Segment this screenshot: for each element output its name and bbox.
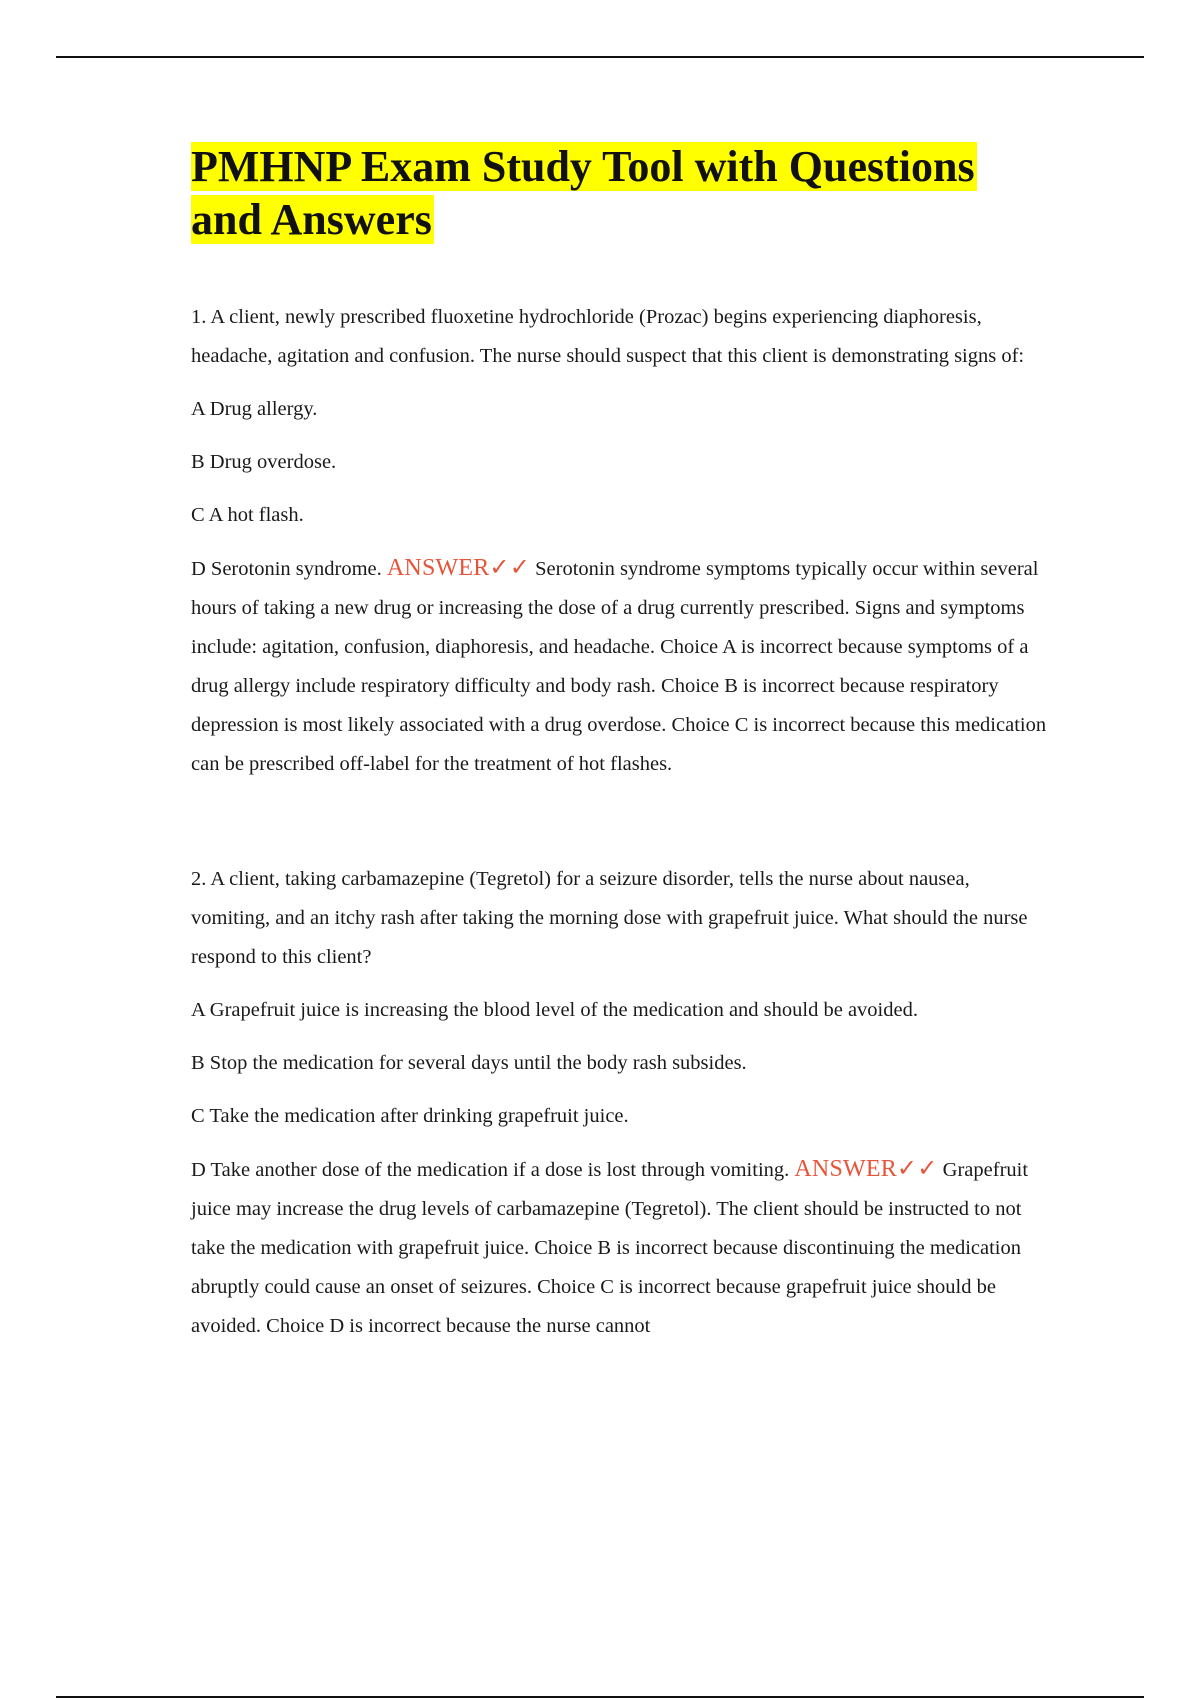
answer-paragraph <box>191 1150 1053 1346</box>
question-1 <box>191 298 1053 784</box>
answer-tag: ANSWER✓✓ <box>386 555 531 581</box>
question-stem: 2. A client, taking carbamazepine (Tegretol) for a seizure disorder, tells the nurse about nausea, vomiting, and an itchy rash after taking the morning dose with grapefruit juice. What should the nurse respond to this client? <box>191 868 1028 968</box>
option-c: C Take the medication after drinking grapefruit juice. <box>191 1105 629 1127</box>
option-a: A Drug allergy. <box>191 398 318 420</box>
option-b: B Stop the medication for several days until the body rash subsides. <box>191 1052 747 1074</box>
question-2 <box>191 860 1053 1346</box>
answer-explanation: Serotonin syndrome symptoms typically occur within several hours of taking a new drug or increasing the dose of a drug currently prescribed. Signs and symptoms include: agitation, confusion, diaphoresis, and headache. Choice A is incorrect because symptoms of a drug allergy include respiratory difficulty and body rash. Choice B is incorrect because respiratory depression is most likely associated with a drug overdose. Choice C is incorrect because this medication can be prescribed off-label for the treatment of hot flashes. <box>191 558 1047 775</box>
option-c: C A hot flash. <box>191 504 304 526</box>
question-stem: 1. A client, newly prescribed fluoxetine hydrochloride (Prozac) begins experiencing diaphoresis, headache, agitation and confusion. The nurse should suspect that this client is demonstrating signs of: <box>191 306 1025 367</box>
answer-paragraph <box>191 549 1053 784</box>
answer-explanation: Grapefruit juice may increase the drug levels of carbamazepine (Tegretol). The client should be instructed to not take the medication with grapefruit juice. Choice B is incorrect because discontinuing the medication abruptly could cause an onset of seizures. Choice C is incorrect because grapefruit juice should be avoided. Choice D is incorrect because the nurse cannot <box>191 1159 1029 1337</box>
bottom-rule <box>56 1696 1144 1698</box>
document-title <box>191 140 1053 246</box>
title-highlight: PMHNP Exam Study Tool with Questions and Answers <box>191 142 975 244</box>
top-rule <box>56 56 1144 58</box>
option-a: A Grapefruit juice is increasing the blood level of the medication and should be avoided. <box>191 999 918 1021</box>
document-page <box>191 140 1053 1346</box>
option-b: B Drug overdose. <box>191 451 337 473</box>
option-d: D Take another dose of the medication if a dose is lost through vomiting. <box>191 1159 790 1181</box>
option-d: D Serotonin syndrome. <box>191 558 382 580</box>
answer-tag: ANSWER✓✓ <box>794 1156 938 1182</box>
